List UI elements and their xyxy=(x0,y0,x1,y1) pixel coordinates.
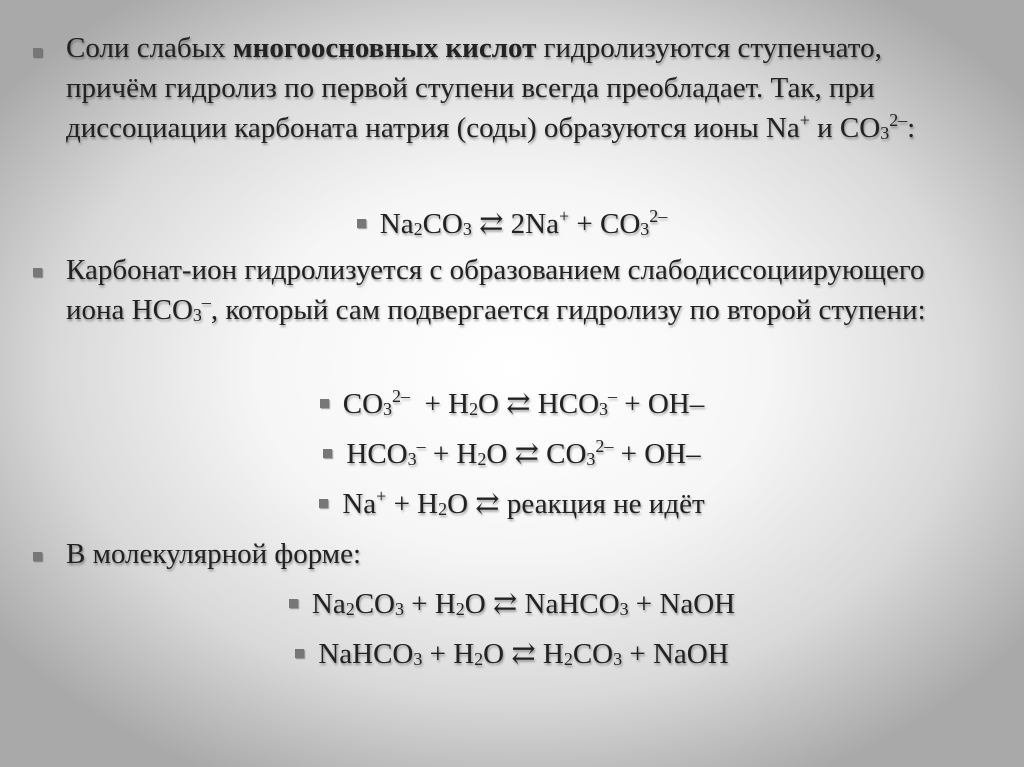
subscript: 2 xyxy=(474,648,484,669)
superscript: + xyxy=(799,110,810,131)
subscript: 3 xyxy=(613,648,623,669)
text: + NaOH xyxy=(622,638,729,670)
superscript: – xyxy=(416,436,426,457)
subscript: 3 xyxy=(462,218,472,239)
text: HCO xyxy=(346,438,408,470)
text: + H xyxy=(386,488,439,520)
text: CO xyxy=(572,638,614,670)
subscript: 2 xyxy=(413,218,423,239)
equation-dissociation xyxy=(0,204,1024,244)
equation-bicarbonate-hydrolysis xyxy=(0,434,1024,474)
superscript: 2– xyxy=(889,110,908,131)
bold-text: многоосновных кислот xyxy=(232,32,537,64)
text: CO xyxy=(354,588,395,620)
bullet-square-icon xyxy=(33,552,42,561)
subscript: 2 xyxy=(469,398,479,419)
superscript: – xyxy=(201,292,211,313)
paragraph-carbonate-ion xyxy=(66,250,946,330)
subscript: 2 xyxy=(345,598,355,619)
text: В молекулярной форме: xyxy=(66,538,362,570)
text: + H xyxy=(410,388,470,420)
text: Na xyxy=(311,588,346,620)
subscript: 2 xyxy=(477,448,487,469)
bullet-square-icon xyxy=(357,219,366,228)
equation-carbonate-hydrolysis xyxy=(0,384,1024,424)
superscript: + xyxy=(558,206,570,227)
text: , который сам подвергается гидролизу по второй ступени: xyxy=(210,294,926,326)
subscript: 3 xyxy=(383,398,393,419)
text: O ⇄ H xyxy=(483,638,564,670)
bullet-square-icon xyxy=(295,649,304,658)
equation-molecular-step1 xyxy=(0,584,1024,624)
text: O ⇄ CO xyxy=(486,438,587,470)
subscript: 3 xyxy=(586,448,596,469)
superscript: 2– xyxy=(649,206,668,227)
text: ⇄ 2Na xyxy=(471,208,559,240)
text: O ⇄ HCO xyxy=(478,388,600,420)
superscript: 2– xyxy=(392,386,410,407)
paragraph-salts-hydrolysis xyxy=(66,28,966,148)
bullet-square-icon xyxy=(323,449,332,458)
bullet-square-icon xyxy=(289,599,298,608)
text: гидролизуются ступенчато, причём гидролиз по первой ступени всегда преобладает. Так, при диссоциации карбоната натрия (соды) образуются ионы Na xyxy=(66,32,882,144)
subscript: 2 xyxy=(563,648,573,669)
subscript: 3 xyxy=(192,304,202,325)
paragraph-molecular-form xyxy=(66,534,966,574)
subscript: 3 xyxy=(619,598,629,619)
equation-molecular-step2 xyxy=(0,634,1024,674)
subscript: 2 xyxy=(438,498,448,519)
text: Na xyxy=(379,208,414,240)
bullet-square-icon xyxy=(319,499,328,508)
equation-sodium-no-reaction xyxy=(0,484,1024,524)
text: Карбонат-ион гидролизуется с образованием слабодиссоциирующего иона HCO xyxy=(66,254,925,326)
text: + CO xyxy=(569,208,641,240)
subscript: 3 xyxy=(599,398,609,419)
subscript: 3 xyxy=(407,448,417,469)
text: + OH– xyxy=(613,438,701,470)
text: CO xyxy=(422,208,463,240)
text: + H xyxy=(425,438,478,470)
text: CO xyxy=(342,388,384,420)
text: Соли слабых xyxy=(66,32,233,64)
bullet-square-icon xyxy=(33,48,42,57)
superscript: – xyxy=(608,386,617,407)
text: + NaOH xyxy=(628,588,736,620)
text: + H xyxy=(403,588,456,620)
text: Na xyxy=(342,488,377,520)
superscript: + xyxy=(376,486,387,507)
text: + H xyxy=(422,638,475,670)
text: O ⇄ реакция не идёт xyxy=(447,488,705,520)
text: : xyxy=(907,112,916,144)
bullet-square-icon xyxy=(320,399,329,408)
subscript: 3 xyxy=(413,648,423,669)
subscript: 3 xyxy=(880,122,890,143)
superscript: 2– xyxy=(595,436,614,457)
subscript: 3 xyxy=(640,218,650,239)
text: + OH– xyxy=(617,388,705,420)
subscript: 3 xyxy=(394,598,404,619)
text: NaHCO xyxy=(318,638,414,670)
text: и CO xyxy=(809,112,881,144)
text: O ⇄ NaHCO xyxy=(464,588,620,620)
subscript: 2 xyxy=(455,598,465,619)
bullet-square-icon xyxy=(33,268,42,277)
